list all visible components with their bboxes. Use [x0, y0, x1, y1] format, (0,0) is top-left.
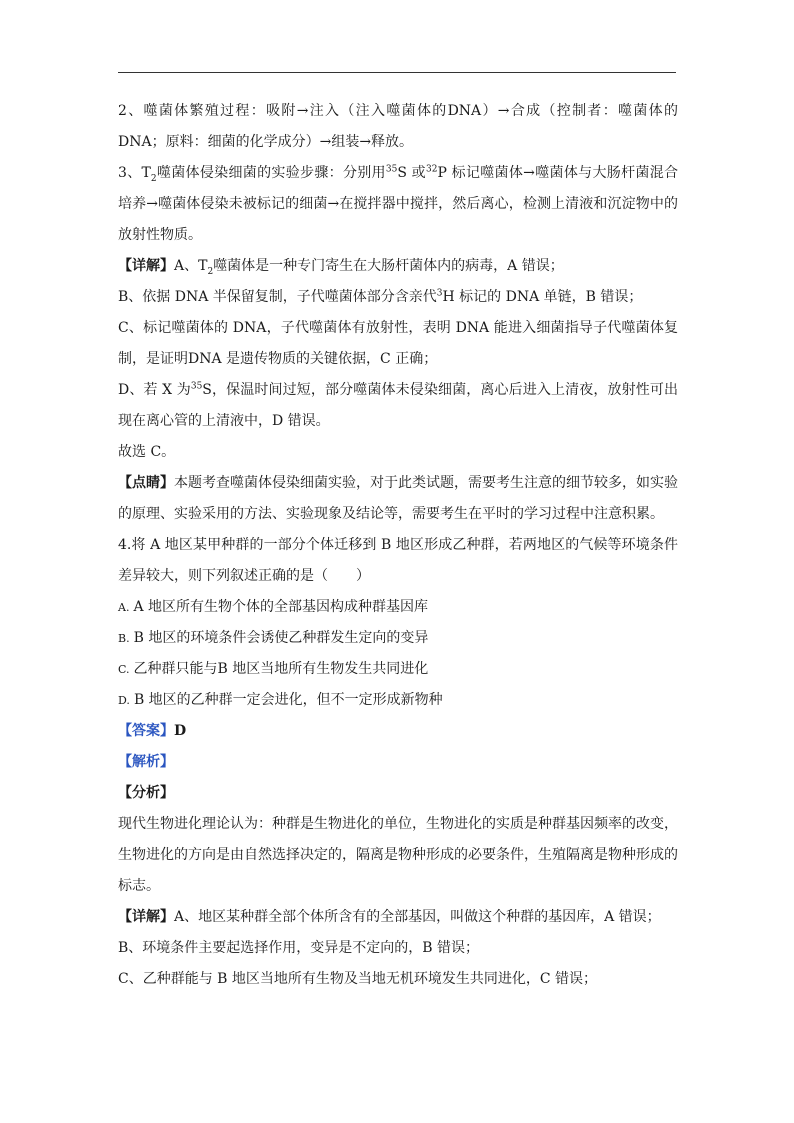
question-4-option-c: C. 乙种群只能与B 地区当地所有生物发生共同进化 — [118, 661, 429, 677]
paragraph-phage-reproduction: 2、噬菌体繁殖过程：吸附→注入（注入噬菌体的DNA）→合成（控制者：噬菌体的DNA；原料：细菌的化学成分）→组装→释放。 — [118, 103, 678, 150]
paragraph-experiment-steps: 3、$T_2$噬菌体侵染细菌的实验步骤：分别用$^{35}$S 或$^{32}$P 标记噬菌体→噬菌体与大肠杆菌混合培养→噬菌体侵染未被标记的细菌→在搅拌器中搅拌，然后离心，检测上清液和沉淀物中的放射性物质。 — [118, 164, 679, 243]
detail-option-c: C、标记噬菌体的 DNA，子代噬菌体有放射性，表明 DNA 能进入细菌指导子代噬菌体复制，是证明DNA 是遗传物质的关键依据，C 正确； — [118, 320, 678, 367]
answer-line — [118, 716, 678, 747]
comment-paragraph: 【点睛】本题考查噬菌体侵染细菌实验，对于此类试题，需要考生注意的细节较多，如实验的原理、实验采用的方法、实验现象及结论等，需要考生在平时的学习过程中注意积累。 — [118, 475, 678, 522]
detail-option-d: D、若 X 为$^{35}$S，保温时间过短，部分噬菌体未侵染细菌，离心后进入上清夜，放射性可出现在离心管的上清液中，D 错误。 — [118, 381, 678, 429]
q4-detail-b: B、环境条件主要起选择作用，变异是不定向的，B 错误； — [118, 940, 480, 956]
answer-tag: 【答案】 — [118, 723, 174, 739]
fenxi-heading: 【分析】 — [118, 785, 174, 801]
detail-tag: 【详解】 — [118, 258, 174, 274]
question-4-stem: 4.将 A 地区某甲种群的一部分个体迁移到 B 地区形成乙种群，若两地区的气候等环境条件差异较大，则下列叙述正确的是（ ） — [118, 537, 678, 584]
header-rule — [118, 72, 676, 73]
question-4-option-b: B. B 地区的环境条件会诱使乙种群发生定向的变异 — [118, 630, 429, 646]
fenxi-paragraph: 现代生物进化理论认为：种群是生物进化的单位，生物进化的实质是种群基因频率的改变，生物进化的方向是由自然选择决定的，隔离是物种形成的必要条件，生殖隔离是物种形成的标志。 — [118, 816, 678, 894]
detail-option-b: B、依据 DNA 半保留复制，子代噬菌体部分含亲代$^3$H 标记的 DNA 单链，B 错误； — [118, 288, 643, 305]
question-4-option-a: A. A 地区所有生物个体的全部基因构成种群基因库 — [118, 599, 429, 615]
q4-detail-c: C、乙种群能与 B 地区当地所有生物及当地无机环境发生共同进化，C 错误； — [118, 971, 598, 987]
comment-tag: 【点睛】 — [118, 475, 174, 491]
question-4-option-d: D. B 地区的乙种群一定会进化，但不一定形成新物种 — [118, 692, 443, 708]
answer-value: D — [174, 723, 187, 739]
analysis-heading: 【解析】 — [118, 754, 174, 770]
q4-detail-a: 【详解】A、地区某种群全部个体所含有的全部基因，叫做这个种群的基因库，A 错误； — [118, 909, 661, 925]
document-body — [118, 96, 678, 995]
detail-conclusion: 故选 C。 — [118, 444, 176, 460]
detail-option-a: 【详解】A、$T_2$噬菌体是一种专门寄生在大肠杆菌体内的病毒，A 错误； — [118, 258, 564, 277]
